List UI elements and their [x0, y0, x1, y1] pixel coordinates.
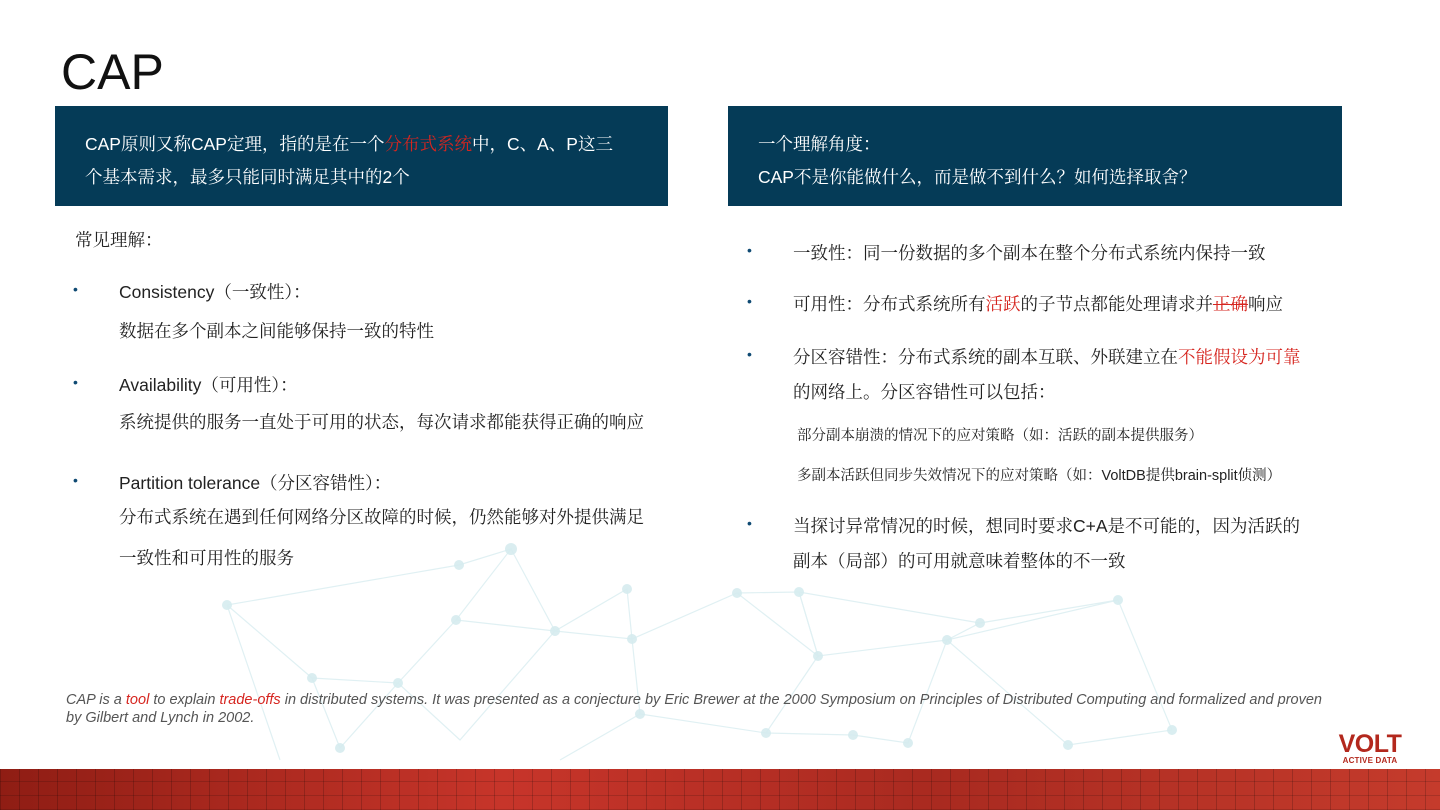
bullet-r1: •	[747, 242, 752, 258]
bullet-consistency: •	[73, 281, 78, 297]
bottom-decorative-bar	[0, 769, 1440, 810]
logo-main-text: VOLT	[1338, 730, 1402, 758]
bullet-partition: •	[73, 472, 78, 488]
consistency-explanation: 一致性：同一份数据的多个副本在整个分布式系统内保持一致	[793, 243, 1266, 263]
availability-highlight: 活跃	[985, 294, 1021, 314]
definition-line-2: 个基本需求，最多只能同时满足其中的2个	[85, 167, 410, 187]
definition-highlight: 分布式系统	[384, 134, 472, 154]
partition-desc-line-2: 一致性和可用性的服务	[119, 548, 294, 568]
partition-sub-item-1: 部分副本崩溃的情况下的应对策略（如：活跃的副本提供服务）	[797, 428, 1203, 444]
footer-note	[66, 691, 1336, 727]
availability-text-mid: 的子节点都能处理请求并	[1020, 294, 1213, 314]
bullet-r4: •	[747, 515, 752, 531]
voltdb-logo	[1330, 732, 1410, 766]
partition-title: Partition tolerance（分区容错性）：	[119, 473, 392, 493]
bullet-r2: •	[747, 293, 752, 309]
availability-text-post: 响应	[1248, 294, 1283, 314]
consistency-title: Consistency（一致性）：	[119, 282, 311, 302]
consistency-desc: 数据在多个副本之间能够保持一致的特性	[119, 321, 434, 341]
partition-text-pre: 分区容错性：分布式系统的副本互联、外联建立在	[793, 347, 1178, 367]
availability-desc: 系统提供的服务一直处于可用的状态，每次请求都能获得正确的响应	[119, 412, 644, 432]
conclusion-line-2: 副本（局部）的可用就意味着整体的不一致	[793, 551, 1126, 571]
partition-desc-line-1: 分布式系统在遇到任何网络分区故障的时候，仍然能够对外提供满足	[119, 507, 644, 527]
partition-explanation-line-2: 的网络上。分区容错性可以包括：	[793, 382, 1056, 402]
availability-text-pre: 可用性：分布式系统所有	[793, 294, 986, 314]
footer-highlight-tradeoffs: trade-offs	[219, 692, 281, 708]
bullet-availability: •	[73, 374, 78, 390]
slide-title: CAP	[61, 44, 164, 100]
definition-text-pre: CAP原则又称CAP定理，指的是在一个	[85, 134, 385, 154]
definition-text-post: 中，C、A、P这三	[471, 134, 613, 154]
availability-title: Availability（可用性）：	[119, 375, 298, 395]
footer-text-2: to explain	[149, 692, 220, 708]
perspective-line-2: CAP不是你能做什么，而是做不到什么？如何选择取舍？	[758, 167, 1197, 187]
footer-highlight-tool: tool	[125, 692, 150, 708]
bullet-r3: •	[747, 346, 752, 362]
conclusion-line-1: 当探讨异常情况的时候，想同时要求C+A是不可能的，因为活跃的	[793, 516, 1301, 536]
partition-highlight: 不能假设为可靠	[1178, 347, 1301, 367]
footer-text-1: CAP is a	[66, 692, 126, 708]
logo-sub-text: ACTIVE DATA	[1342, 756, 1398, 765]
perspective-box	[728, 106, 1342, 206]
common-understanding-heading: 常见理解：	[75, 230, 163, 250]
definition-line-1	[85, 128, 644, 161]
availability-explanation	[793, 291, 1283, 316]
partition-explanation-line-1	[793, 344, 1301, 369]
partition-sub-item-2: 多副本活跃但同步失效情况下的应对策略（如：VoltDB提供brain-split侦测）	[797, 468, 1282, 484]
footer-text-3: in distributed systems. It was presented as a conjecture by Eric Brewer at the 2000 Symposium on Principles of Distributed Computing and formalized and proven by Gilbert and Lynch in 2002.	[66, 692, 1322, 726]
definition-box	[55, 106, 668, 206]
perspective-line-1: 一个理解角度：	[758, 134, 881, 154]
availability-strike: 正确	[1213, 294, 1248, 314]
